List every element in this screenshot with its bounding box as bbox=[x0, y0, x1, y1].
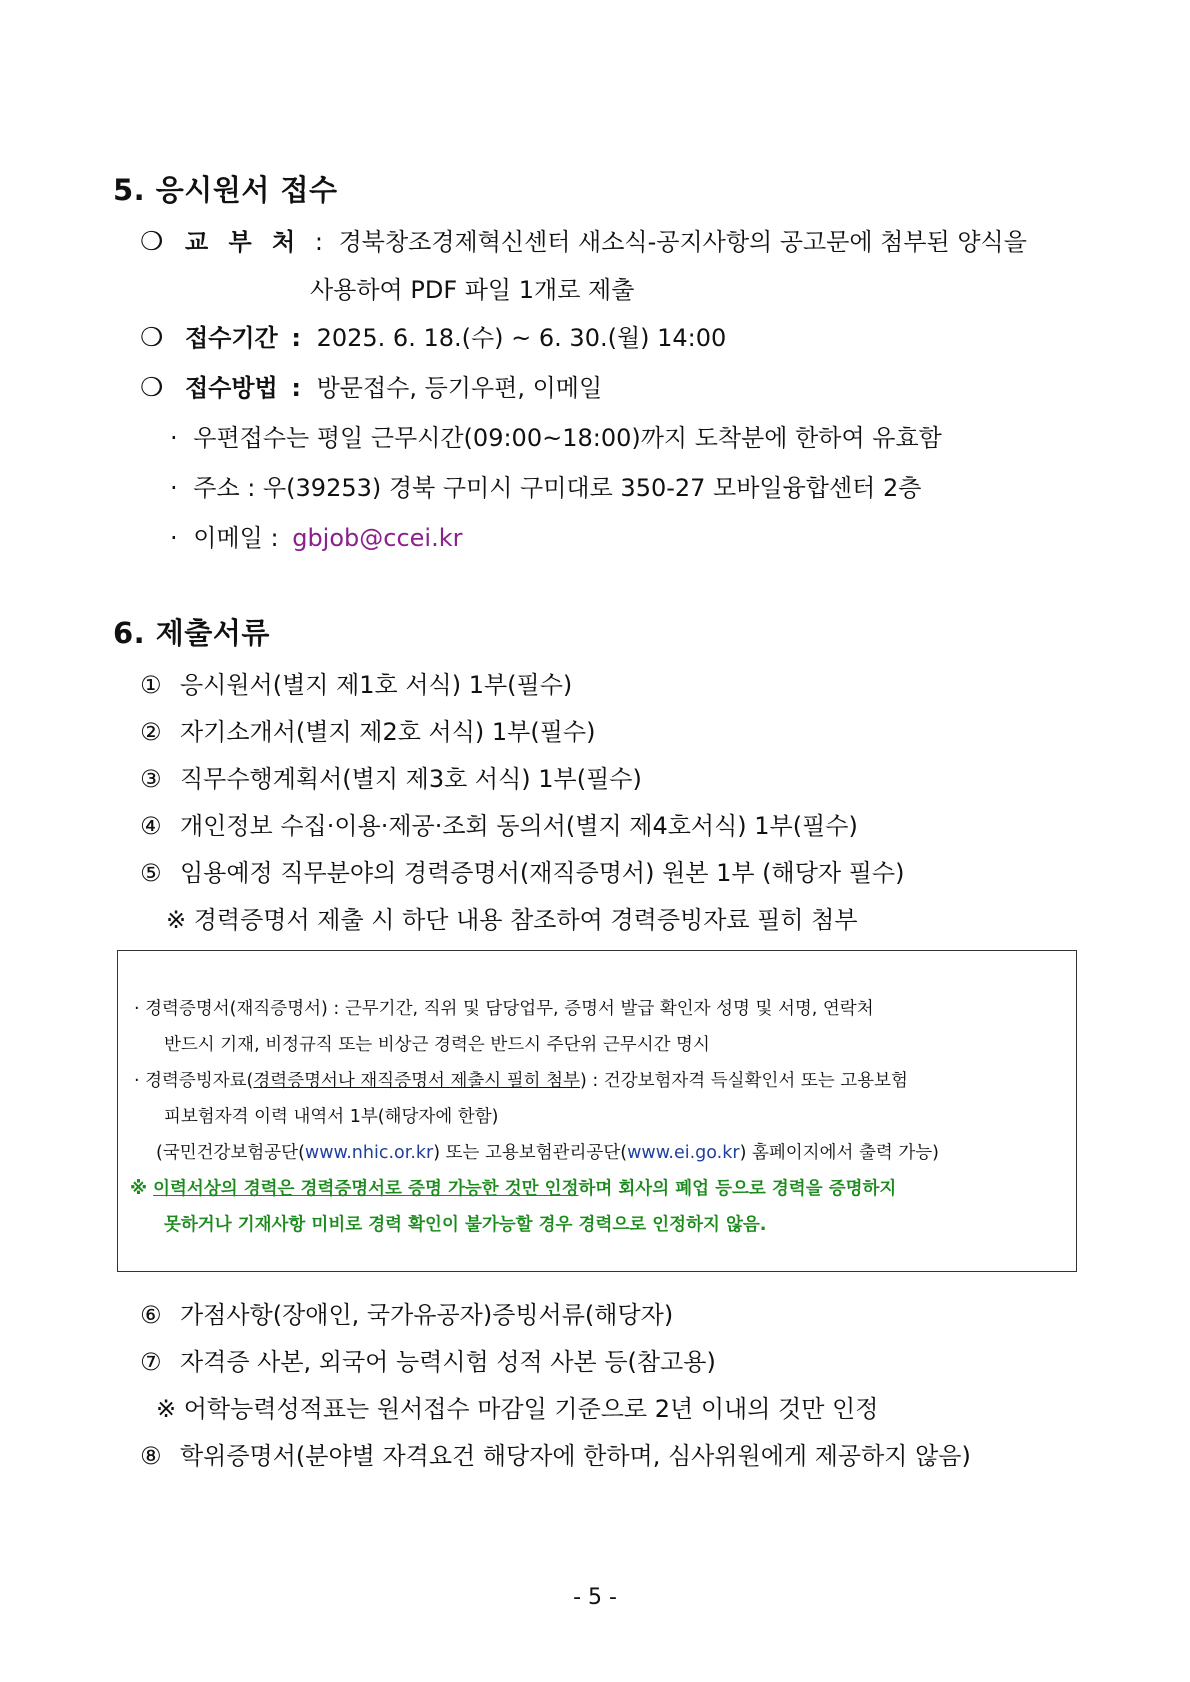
box-line-5: (국민건강보험공단(www.nhic.or.kr) 또는 고용보험관리공단(www.ei.go.kr) 홈페이지에서 출력 가능) bbox=[156, 1143, 939, 1163]
box-line-6: ※ 이력서상의 경력은 경력증명서로 증명 가능한 것만 인정하며 회사의 폐업 등으로 경력을 증명하지 bbox=[130, 1179, 897, 1199]
receipt-place-row: ❍ 교 부 처 : 경북창조경제혁신센터 새소식-공지사항의 공고문에 첨부된 양식을 bbox=[140, 227, 1027, 257]
email-link[interactable]: gbjob@ccei.kr bbox=[292, 524, 463, 552]
mail-receipt-note: · 우편접수는 평일 근무시간(09:00~18:00)까지 도착분에 한하여 유효함 bbox=[170, 424, 942, 452]
receipt-place-text-cont: 사용하여 PDF 파일 1개로 제출 bbox=[310, 276, 635, 304]
doc-item: ① 응시원서(별지 제1호 서식) 1부(필수) bbox=[140, 671, 573, 699]
doc-item: ④ 개인정보 수집·이용·제공·조회 동의서(별지 제4호서식) 1부(필수) bbox=[140, 812, 858, 840]
circle-bullet-icon: ❍ bbox=[140, 373, 164, 403]
receipt-place-label: 교 부 처 bbox=[184, 228, 302, 256]
ei-link[interactable]: www.ei.go.kr bbox=[627, 1143, 740, 1163]
receipt-period-text: 2025. 6. 18.(수) ~ 6. 30.(월) 14:00 bbox=[316, 324, 727, 352]
section-5-heading: 5. 응시원서 접수 bbox=[113, 173, 338, 207]
page-number: - 5 - bbox=[573, 1585, 617, 1610]
box-line-1: · 경력증명서(재직증명서) : 근무기간, 직위 및 담당업무, 증명서 발급 확인자 성명 및 서명, 연락처 bbox=[134, 999, 874, 1019]
doc-item: ⑤ 임용예정 직무분야의 경력증명서(재직증명서) 원본 1부 (해당자 필수) bbox=[140, 859, 905, 887]
receipt-period-row: ❍ 접수기간 : 2025. 6. 18.(수) ~ 6. 30.(월) 14:00 bbox=[140, 323, 727, 353]
doc-item: ⑧ 학위증명서(분야별 자격요건 해당자에 한하며, 심사위원에게 제공하지 않음) bbox=[140, 1442, 971, 1470]
doc-item: ⑦ 자격증 사본, 외국어 능력시험 성적 사본 등(참고용) bbox=[140, 1348, 716, 1376]
doc-item: ③ 직무수행계획서(별지 제3호 서식) 1부(필수) bbox=[140, 765, 642, 793]
language-note: ※ 어학능력성적표는 원서접수 마감일 기준으로 2년 이내의 것만 인정 bbox=[156, 1395, 879, 1423]
circle-bullet-icon: ❍ bbox=[140, 323, 164, 353]
section-6-heading: 6. 제출서류 bbox=[113, 616, 270, 650]
nhic-link[interactable]: www.nhic.or.kr bbox=[304, 1143, 434, 1163]
career-evidence-box bbox=[117, 950, 1077, 1272]
career-note: ※ 경력증명서 제출 시 하단 내용 참조하여 경력증빙자료 필히 첨부 bbox=[166, 906, 858, 934]
receipt-place-text: 경북창조경제혁신센터 새소식-공지사항의 공고문에 첨부된 양식을 bbox=[338, 228, 1027, 256]
address-line: · 주소 : 우(39253) 경북 구미시 구미대로 350-27 모바일융합센터 2층 bbox=[170, 474, 922, 502]
receipt-method-label: 접수방법 bbox=[184, 374, 278, 402]
receipt-period-label: 접수기간 bbox=[184, 324, 278, 352]
box-line-2: 반드시 기재, 비정규직 또는 비상근 경력은 반드시 주단위 근무시간 명시 bbox=[164, 1035, 710, 1055]
doc-item: ⑥ 가점사항(장애인, 국가유공자)증빙서류(해당자) bbox=[140, 1301, 674, 1329]
box-line-7: 못하거나 기재사항 미비로 경력 확인이 불가능할 경우 경력으로 인정하지 않음. bbox=[164, 1215, 767, 1235]
box-line-3: · 경력증빙자료(경력증명서나 재직증명서 제출시 필히 첨부) : 건강보험자격 득실확인서 또는 고용보험 bbox=[134, 1071, 908, 1091]
email-line: · 이메일 : gbjob@ccei.kr bbox=[170, 524, 463, 552]
receipt-method-text: 방문접수, 등기우편, 이메일 bbox=[316, 374, 603, 402]
box-line-4: 피보험자격 이력 내역서 1부(해당자에 한함) bbox=[164, 1107, 499, 1127]
receipt-method-row: ❍ 접수방법 : 방문접수, 등기우편, 이메일 bbox=[140, 373, 603, 403]
circle-bullet-icon: ❍ bbox=[140, 227, 164, 257]
doc-item: ② 자기소개서(별지 제2호 서식) 1부(필수) bbox=[140, 718, 596, 746]
